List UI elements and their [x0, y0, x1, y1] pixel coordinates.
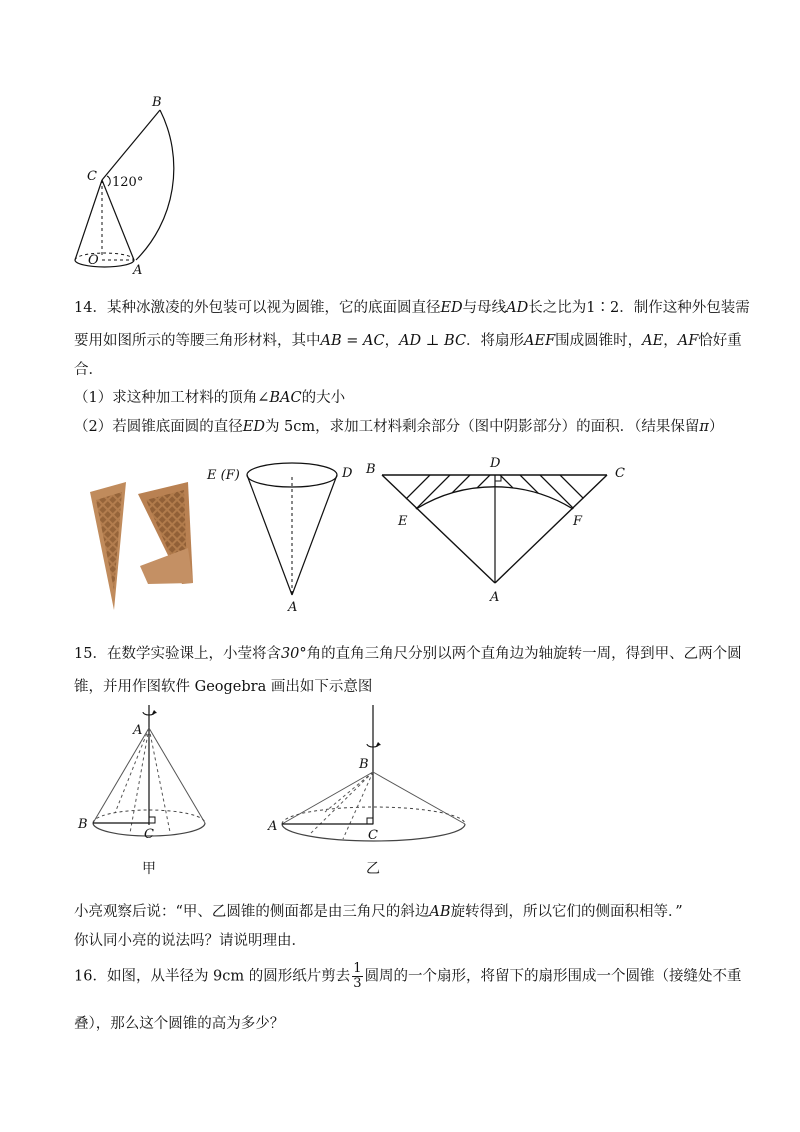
q14-sub2: （2）若圆锥底面圆的直径ED为 5cm，求加工材料剩余部分（图中阴影部分）的面积．（结果保留π） [74, 419, 724, 435]
label-a: A [133, 723, 143, 738]
caption-yi: 乙 [366, 861, 380, 877]
cone-slant-left [75, 180, 102, 260]
triangle-sector-figure [360, 455, 640, 610]
label-c: C [368, 828, 378, 843]
cone-figure [205, 455, 360, 615]
cone-base-back [75, 253, 134, 260]
label-d: D [342, 466, 353, 481]
label-a: A [268, 819, 278, 834]
q14-line3: 合． [74, 362, 103, 378]
cone-base-front [75, 260, 134, 267]
label-b: B [78, 817, 88, 832]
angle-120: 120° [112, 175, 144, 190]
q14-line1: 14．某种冰激凌的外包装可以视为圆锥，它的底面圆直径ED与母线AD长之比为1∶2．制作这种外包装需 [74, 300, 750, 316]
label-ef: E (F) [207, 468, 240, 483]
label-b: B [366, 462, 376, 477]
side-ac [495, 475, 607, 583]
label-c: C [615, 466, 625, 481]
q16-line2: 叠），那么这个圆锥的高为多少？ [74, 1016, 285, 1032]
cone-jia-figure [70, 700, 210, 845]
label-a: A [133, 263, 143, 278]
q16-line1: 16．如图，从半径为 9cm 的圆形纸片剪去 $\frac{1}{3}$ 圆周的一个扇形，将留下的扇形围成一个圆锥（接缝处不重 [74, 961, 742, 991]
q15-line2: 锥，并用作图软件 Geogebra 画出如下示意图 [74, 679, 373, 695]
q14-sub1: （1）求这种加工材料的顶角∠BAC的大小 [74, 390, 346, 406]
label-a: A [490, 590, 500, 605]
cone-yi-figure [265, 700, 480, 850]
label-c: C [144, 827, 154, 842]
caption-jia: 甲 [142, 861, 156, 877]
sector-cone-figure [60, 90, 230, 280]
sector-radius-cb [102, 110, 160, 180]
ice-cream-cones-image [88, 480, 203, 610]
q15-line1: 15．在数学实验课上，小莹将含30°角的直角三角尺分别以两个直角边为轴旋转一周，得到甲、乙两个圆 [74, 646, 742, 662]
side-ab [382, 475, 495, 583]
q15-observation: 小亮观察后说：“甲、乙圆锥的侧面都是由三角尺的斜边AB旋转得到，所以它们的侧面积相等．” [74, 904, 683, 920]
label-f: F [573, 514, 583, 529]
label-c: C [87, 169, 97, 184]
q14-line2: 要用如图所示的等腰三角形材料，其中AB = AC，AD ⊥ BC．将扇形AEF围成圆锥时，AE，AF恰好重 [74, 333, 742, 349]
label-o: O [88, 253, 99, 268]
q15-question: 你认同小亮的说法吗？请说明理由． [74, 933, 306, 949]
fraction-one-third: $\frac{1}{3}$ [353, 961, 362, 991]
cone-slant-right [102, 180, 134, 260]
label-a: A [288, 600, 298, 615]
label-d: D [490, 456, 501, 471]
label-b: B [359, 757, 369, 772]
label-e: E [398, 514, 408, 529]
label-b: B [152, 95, 162, 110]
